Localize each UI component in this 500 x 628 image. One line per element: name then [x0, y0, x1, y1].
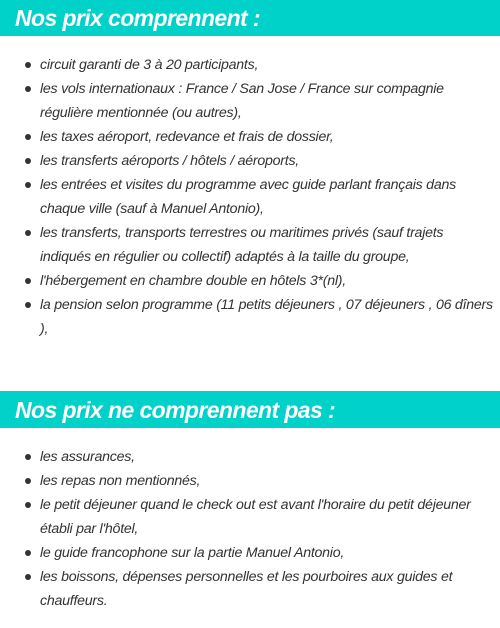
excluded-header-bar: [0, 391, 500, 428]
list-item-text: les assurances,: [40, 449, 135, 465]
excluded-title: Nos prix ne comprennent pas :: [15, 396, 335, 423]
list-item-text: les transferts, transports terrestres ou maritimes privés (sauf trajets indiqués en régulier ou collectif) adaptés à la taille du groupe,: [40, 225, 444, 265]
list-item: [0, 269, 500, 293]
bullet-icon: [25, 182, 31, 188]
bullet-icon: [25, 502, 31, 508]
included-list: [0, 36, 500, 341]
bullet-icon: [25, 86, 31, 92]
bullet-icon: [25, 454, 31, 460]
list-item-text: la pension selon programme (11 petits déjeuners , 07 déjeuners , 06 dîners ),: [40, 297, 493, 337]
list-item-text: les entrées et visites du programme avec guide parlant français dans chaque ville (sauf à Manuel Antonio),: [40, 177, 456, 217]
list-item: [0, 173, 500, 221]
included-header-bar: [0, 0, 500, 36]
list-item-text: les taxes aéroport, redevance et frais de dossier,: [40, 129, 334, 145]
included-title: Nos prix comprennent :: [15, 5, 260, 31]
list-item: [0, 541, 500, 565]
bullet-icon: [25, 230, 31, 236]
list-item-text: le guide francophone sur la partie Manuel Antonio,: [40, 545, 345, 561]
excluded-section: [0, 391, 500, 613]
list-item: [0, 149, 500, 173]
list-item: [0, 53, 500, 77]
list-item-text: circuit garanti de 3 à 20 participants,: [40, 57, 259, 73]
list-item-text: les transferts aéroports / hôtels / aéroports,: [40, 153, 299, 169]
list-item-text: les repas non mentionnés,: [40, 473, 201, 489]
bullet-icon: [25, 478, 31, 484]
list-item: [0, 565, 500, 613]
bullet-icon: [25, 158, 31, 164]
list-item: [0, 445, 500, 469]
excluded-list: [0, 428, 500, 613]
list-item: [0, 221, 500, 269]
bullet-icon: [25, 62, 31, 68]
bullet-icon: [25, 550, 31, 556]
list-item: [0, 469, 500, 493]
list-item-text: les boissons, dépenses personnelles et les pourboires aux guides et chauffeurs.: [40, 569, 453, 609]
bullet-icon: [25, 574, 31, 580]
list-item: [0, 125, 500, 149]
list-item-text: l'hébergement en chambre double en hôtels 3*(nl),: [40, 273, 346, 289]
bullet-icon: [25, 134, 31, 140]
list-item: [0, 293, 500, 341]
list-item: [0, 77, 500, 125]
list-item-text: les vols internationaux : France / San Jose / France sur compagnie régulière mentionnée (ou autres),: [40, 81, 444, 121]
bullet-icon: [25, 302, 31, 308]
list-item-text: le petit déjeuner quand le check out est avant l'horaire du petit déjeuner établi par l'hôtel,: [40, 497, 471, 537]
list-item: [0, 493, 500, 541]
bullet-icon: [25, 278, 31, 284]
